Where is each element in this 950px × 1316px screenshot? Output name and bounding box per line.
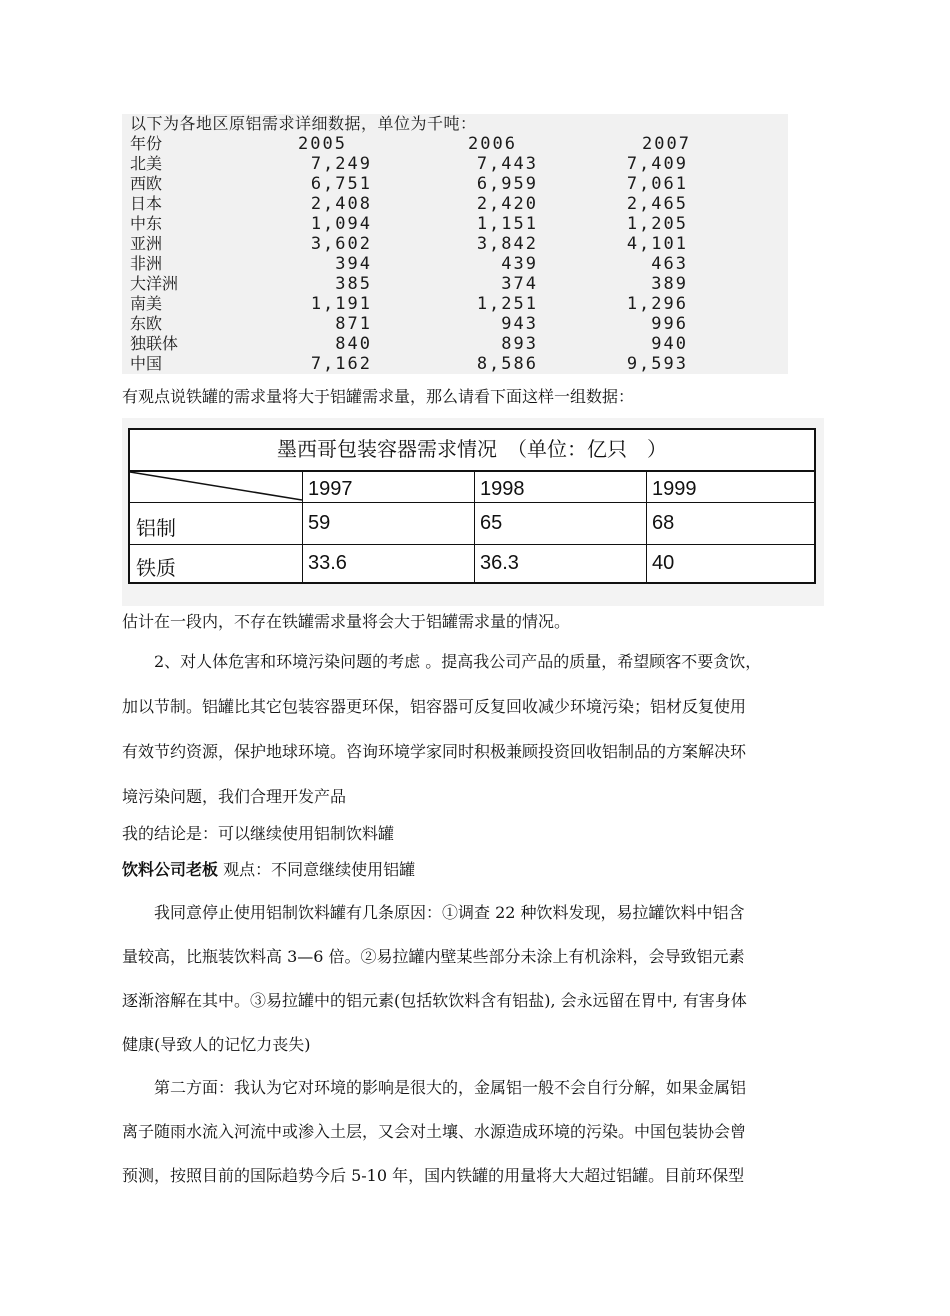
value-cell: 389 <box>651 274 688 294</box>
region-cell: 独联体 <box>130 334 179 353</box>
row-label-cell: 铝制 <box>136 518 176 540</box>
boss-heading <box>122 860 838 880</box>
value-cell: 893 <box>501 334 538 354</box>
value-cell: 6,959 <box>476 174 538 194</box>
table1-header-row <box>122 134 788 154</box>
paragraph-line: 健康(导致人的记忆力丧失) <box>122 1035 311 1054</box>
value-cell: 1,191 <box>310 294 372 314</box>
value-cell: 1,205 <box>626 214 688 234</box>
value-cell: 394 <box>335 254 372 274</box>
value-cell: 840 <box>335 334 372 354</box>
value-cell: 943 <box>501 314 538 334</box>
region-cell: 非洲 <box>130 254 163 273</box>
value-cell: 68 <box>652 512 675 534</box>
value-cell: 33.6 <box>308 552 347 574</box>
table1-header-cell: 2006 <box>468 134 517 154</box>
region-cell: 日本 <box>130 194 163 213</box>
region-cell: 大洋洲 <box>130 274 179 293</box>
aluminum-demand-table-image <box>122 114 788 374</box>
table1-title: 以下为各地区原铝需求详细数据，单位为千吨： <box>130 114 477 133</box>
region-cell: 中国 <box>130 354 163 373</box>
table-row <box>122 314 788 334</box>
paragraph-line: 境污染问题，我们合理开发产品 <box>122 787 347 806</box>
table-row <box>122 194 788 214</box>
value-cell: 463 <box>651 254 688 274</box>
mexico-container-table <box>128 428 816 584</box>
value-cell: 439 <box>501 254 538 274</box>
value-cell: 7,162 <box>310 354 372 374</box>
paragraph-line: 第二方面：我认为它对环境的影响是很大的，金属铝一般不会自行分解，如果金属铝 <box>154 1078 747 1097</box>
value-cell: 8,586 <box>476 354 538 374</box>
year-header-cell: 1998 <box>480 478 525 500</box>
value-cell: 2,420 <box>476 194 538 214</box>
row-divider <box>130 502 814 503</box>
paragraph-line: 离子随雨水流入河流中或渗入土层，又会对土壤、水源造成环境的污染。中国包装协会曾 <box>122 1122 747 1141</box>
paragraph-line: 预测，按照目前的国际趋势今后 5-10 年，国内铁罐的用量将大大超过铝罐。目前环保型 <box>122 1166 745 1185</box>
value-cell: 7,061 <box>626 174 688 194</box>
value-cell: 1,094 <box>310 214 372 234</box>
paragraph-line: 有效节约资源，保护地球环境。咨询环境学家同时积极兼顾投资回收铝制品的方案解决环 <box>122 742 747 761</box>
value-cell: 3,602 <box>310 234 372 254</box>
paragraph-line: 我同意停止使用铝制饮料罐有几条原因：①调查 22 种饮料发现，易拉罐饮料中铝含 <box>154 903 745 922</box>
conclusion-paragraph: 我的结论是：可以继续使用铝制饮料罐 <box>122 824 395 843</box>
table-row <box>122 294 788 314</box>
table-row <box>122 354 788 374</box>
value-cell: 2,465 <box>626 194 688 214</box>
region-cell: 亚洲 <box>130 234 163 253</box>
value-cell: 7,443 <box>476 154 538 174</box>
value-cell: 59 <box>308 512 331 534</box>
value-cell: 1,296 <box>626 294 688 314</box>
year-header-cell: 1997 <box>308 478 353 500</box>
value-cell: 7,249 <box>310 154 372 174</box>
value-cell: 7,409 <box>626 154 688 174</box>
table-row <box>122 274 788 294</box>
table2-title: 墨西哥包装容器需求情况 （单位：亿只 ） <box>130 430 814 472</box>
value-cell: 374 <box>501 274 538 294</box>
table-row <box>122 154 788 174</box>
table-row <box>122 214 788 234</box>
value-cell: 3,842 <box>476 234 538 254</box>
intro-paragraph: 有观点说铁罐的需求量将大于铝罐需求量，那么请看下面这样一组数据： <box>122 387 635 406</box>
boss-view: 观点：不同意继续使用铝罐 <box>223 860 416 879</box>
value-cell: 4,101 <box>626 234 688 254</box>
boss-role: 饮料公司老板 <box>122 860 219 879</box>
paragraph-line: 量较高，比瓶装饮料高 3—6 倍。②易拉罐内壁某些部分未涂上有机涂料，会导致铝元素 <box>122 947 745 966</box>
table1-header-cell: 2005 <box>298 134 347 154</box>
value-cell: 996 <box>651 314 688 334</box>
region-cell: 中东 <box>130 214 163 233</box>
diagonal-header-cell <box>130 470 302 502</box>
value-cell: 9,593 <box>626 354 688 374</box>
table-row <box>122 254 788 274</box>
row-label-cell: 铁质 <box>136 558 176 580</box>
value-cell: 2,408 <box>310 194 372 214</box>
paragraph-line: 加以节制。铝罐比其它包装容器更环保，铝容器可反复回收减少环境污染；铝材反复使用 <box>122 697 747 716</box>
value-cell: 871 <box>335 314 372 334</box>
region-cell: 东欧 <box>130 314 163 333</box>
table-row <box>122 234 788 254</box>
row-divider <box>130 544 814 545</box>
paragraph-line: 2、对人体危害和环境污染问题的考虑 。提高我公司产品的质量，希望顾客不要贪饮， <box>154 652 762 671</box>
value-cell: 385 <box>335 274 372 294</box>
value-cell: 40 <box>652 552 675 574</box>
value-cell: 6,751 <box>310 174 372 194</box>
value-cell: 940 <box>651 334 688 354</box>
table1-header-cell: 年份 <box>130 134 163 153</box>
region-cell: 北美 <box>130 154 163 173</box>
value-cell: 65 <box>480 512 503 534</box>
year-header-cell: 1999 <box>652 478 697 500</box>
region-cell: 西欧 <box>130 174 163 193</box>
region-cell: 南美 <box>130 294 163 313</box>
table1-header-cell: 2007 <box>642 134 691 154</box>
value-cell: 36.3 <box>480 552 519 574</box>
estimate-paragraph: 估计在一段内，不存在铁罐需求量将会大于铝罐需求量的情况。 <box>122 612 571 631</box>
table-row <box>122 174 788 194</box>
paragraph-line: 逐渐溶解在其中。③易拉罐中的铝元素(包括软饮料含有铝盐), 会永远留在胃中, 有害身体 <box>122 991 747 1010</box>
value-cell: 1,251 <box>476 294 538 314</box>
table-row <box>122 334 788 354</box>
value-cell: 1,151 <box>476 214 538 234</box>
